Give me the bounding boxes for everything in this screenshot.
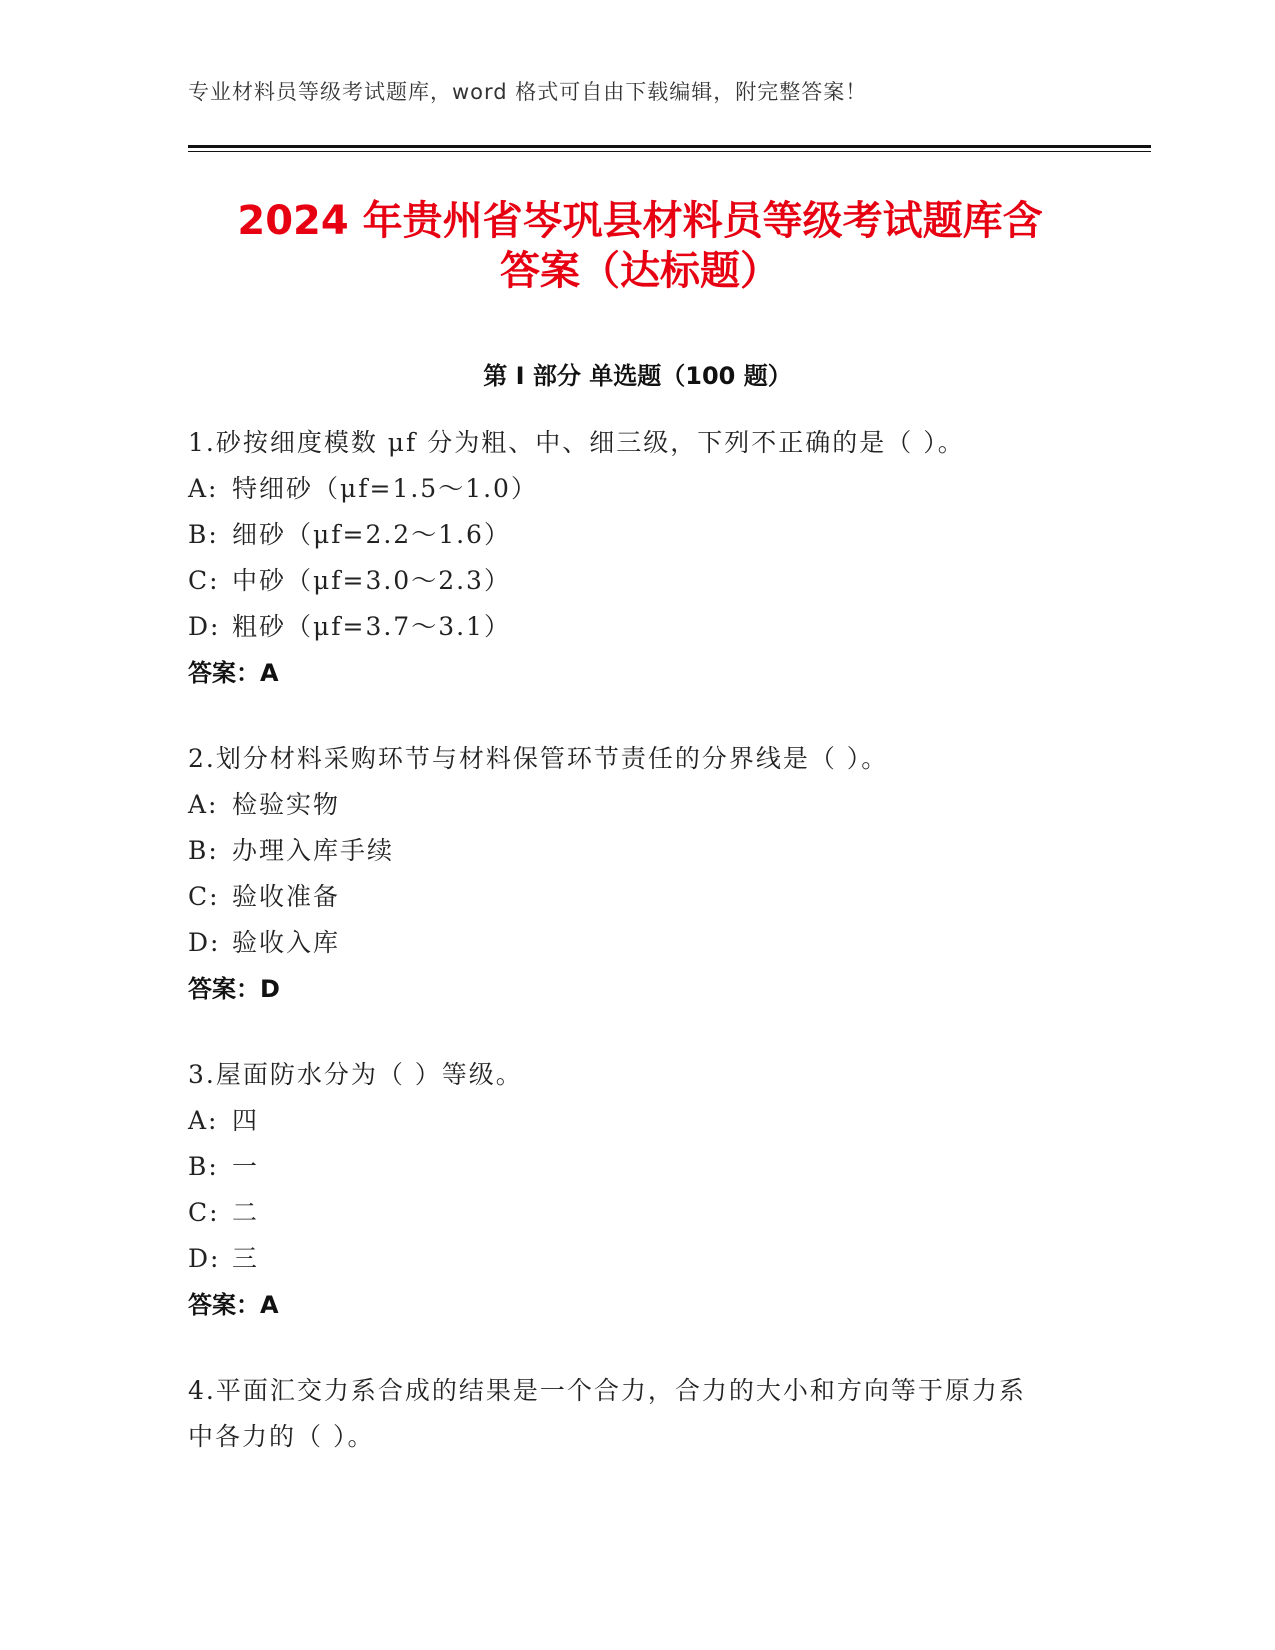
option-d [188, 1236, 1068, 1282]
question-stem: 2.划分材料采购环节与材料保管环节责任的分界线是（ ）。 [188, 744, 889, 773]
section-heading: 第 I 部分 单选题（100 题） [483, 362, 792, 390]
option-a [188, 1098, 1068, 1144]
option-letter: D: [188, 612, 221, 641]
option-letter: A: [188, 1106, 219, 1135]
option-c [188, 1190, 1068, 1236]
option-text: 三 [232, 1244, 260, 1273]
option-b [188, 828, 1068, 874]
option-letter: A: [188, 474, 219, 503]
option-text: 粗砂（μf=3.7～3.1） [232, 612, 511, 641]
header-divider-thick [188, 145, 1151, 148]
option-letter: C: [188, 882, 220, 911]
option-letter: A: [188, 790, 219, 819]
option-letter: B: [188, 520, 219, 549]
question-4 [188, 1368, 1048, 1460]
option-text: 二 [232, 1198, 260, 1227]
question-1 [188, 420, 1068, 696]
option-letter: B: [188, 836, 219, 865]
document-title [160, 196, 1120, 296]
question-3 [188, 1052, 1068, 1328]
question-stem: 4.平面汇交力系合成的结果是一个合力，合力的大小和方向等于原力系中各力的（ ）。 [188, 1376, 1026, 1451]
option-c [188, 558, 1068, 604]
option-b [188, 1144, 1068, 1190]
option-text: 验收入库 [232, 928, 341, 957]
option-text: 四 [232, 1106, 260, 1135]
option-text: 细砂（μf=2.2～1.6） [232, 520, 511, 549]
header-note: 专业材料员等级考试题库，word 格式可自由下载编辑，附完整答案！ [188, 80, 868, 104]
option-d [188, 920, 1068, 966]
option-a [188, 466, 1068, 512]
question-stem: 1.砂按细度模数 μf 分为粗、中、细三级，下列不正确的是（ ）。 [188, 428, 965, 457]
answer: 答案：D [188, 975, 280, 1003]
option-letter: C: [188, 566, 220, 595]
option-text: 一 [232, 1152, 260, 1181]
option-letter: C: [188, 1198, 220, 1227]
option-text: 中砂（μf=3.0～2.3） [232, 566, 511, 595]
option-d [188, 604, 1068, 650]
answer: 答案：A [188, 659, 279, 687]
option-letter: D: [188, 1244, 221, 1273]
option-text: 检验实物 [232, 790, 341, 819]
header-divider-thin [188, 151, 1151, 152]
title-line-2: 答案（达标题） [500, 248, 780, 294]
option-text: 验收准备 [232, 882, 341, 911]
option-text: 特细砂（μf=1.5～1.0） [232, 474, 538, 503]
answer: 答案：A [188, 1291, 279, 1319]
title-line-1: 2024 年贵州省岑巩县材料员等级考试题库含 [237, 198, 1043, 244]
option-a [188, 782, 1068, 828]
option-letter: D: [188, 928, 221, 957]
question-stem: 3.屋面防水分为（ ）等级。 [188, 1060, 523, 1089]
question-2 [188, 736, 1068, 1012]
option-b [188, 512, 1068, 558]
option-c [188, 874, 1068, 920]
option-letter: B: [188, 1152, 219, 1181]
option-text: 办理入库手续 [232, 836, 395, 865]
